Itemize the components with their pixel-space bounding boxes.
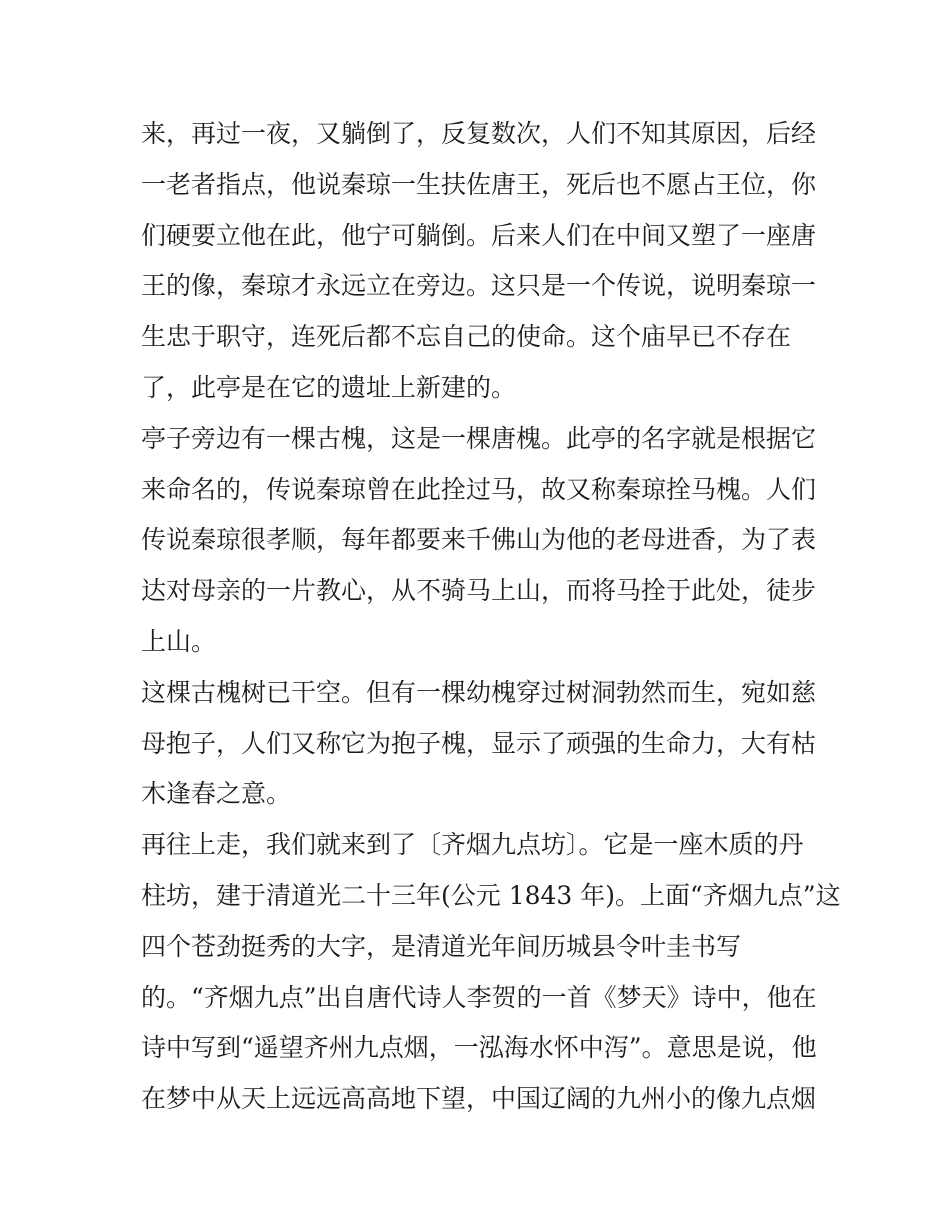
text-line: 们硬要立他在此，他宁可躺倒。后来人们在中间又塑了一座唐 bbox=[141, 220, 817, 250]
text-line: 来命名的，传说秦琼曾在此拴过马，故又称秦琼拴马槐。人们 bbox=[141, 474, 817, 504]
text-line: 柱坊，建于清道光二十三年(公元 1843 年)。上面“齐烟九点”这 bbox=[141, 880, 841, 910]
text-line: 木逢春之意。 bbox=[141, 779, 292, 809]
text-line: 母抱子，人们又称它为抱子槐，显示了顽强的生命力，大有枯 bbox=[141, 728, 817, 758]
text-line: 亭子旁边有一棵古槐，这是一棵唐槐。此亭的名字就是根据它 bbox=[141, 423, 817, 453]
text-line: 王的像，秦琼才永远立在旁边。这只是一个传说，说明秦琼一 bbox=[141, 271, 817, 301]
text-line: 这棵古槐树已干空。但有一棵幼槐穿过树洞勃然而生，宛如慈 bbox=[141, 677, 817, 707]
text-line: 生忠于职守，连死后都不忘自己的使命。这个庙早已不存在 bbox=[141, 322, 792, 352]
text-line: 上山。 bbox=[141, 626, 217, 656]
text-line: 达对母亲的一片教心，从不骑马上山，而将马拴于此处，徒步 bbox=[141, 576, 817, 606]
text-line: 诗中写到“遥望齐州九点烟，一泓海水怀中泻”。意思是说，他 bbox=[141, 1033, 817, 1063]
text-line: 在梦中从天上远远高高地下望，中国辽阔的九州小的像九点烟 bbox=[141, 1084, 817, 1114]
text-line: 一老者指点，他说秦琼一生扶佐唐王，死后也不愿占王位，你 bbox=[141, 169, 817, 199]
text-line: 再往上走，我们就来到了〔齐烟九点坊〕。它是一座木质的丹 bbox=[141, 830, 804, 860]
text-line: 四个苍劲挺秀的大字，是清道光年间历城县令叶圭书写 bbox=[141, 931, 742, 961]
text-line: 了，此亭是在它的遗址上新建的。 bbox=[141, 372, 517, 402]
text-line: 来，再过一夜，又躺倒了，反复数次，人们不知其原因，后经 bbox=[141, 119, 817, 148]
text-line: 的。“齐烟九点”出自唐代诗人李贺的一首《梦天》诗中，他在 bbox=[141, 982, 817, 1012]
body-text bbox=[141, 109, 841, 1125]
text-line: 传说秦琼很孝顺，每年都要来千佛山为他的老母进香，为了表 bbox=[141, 525, 817, 555]
